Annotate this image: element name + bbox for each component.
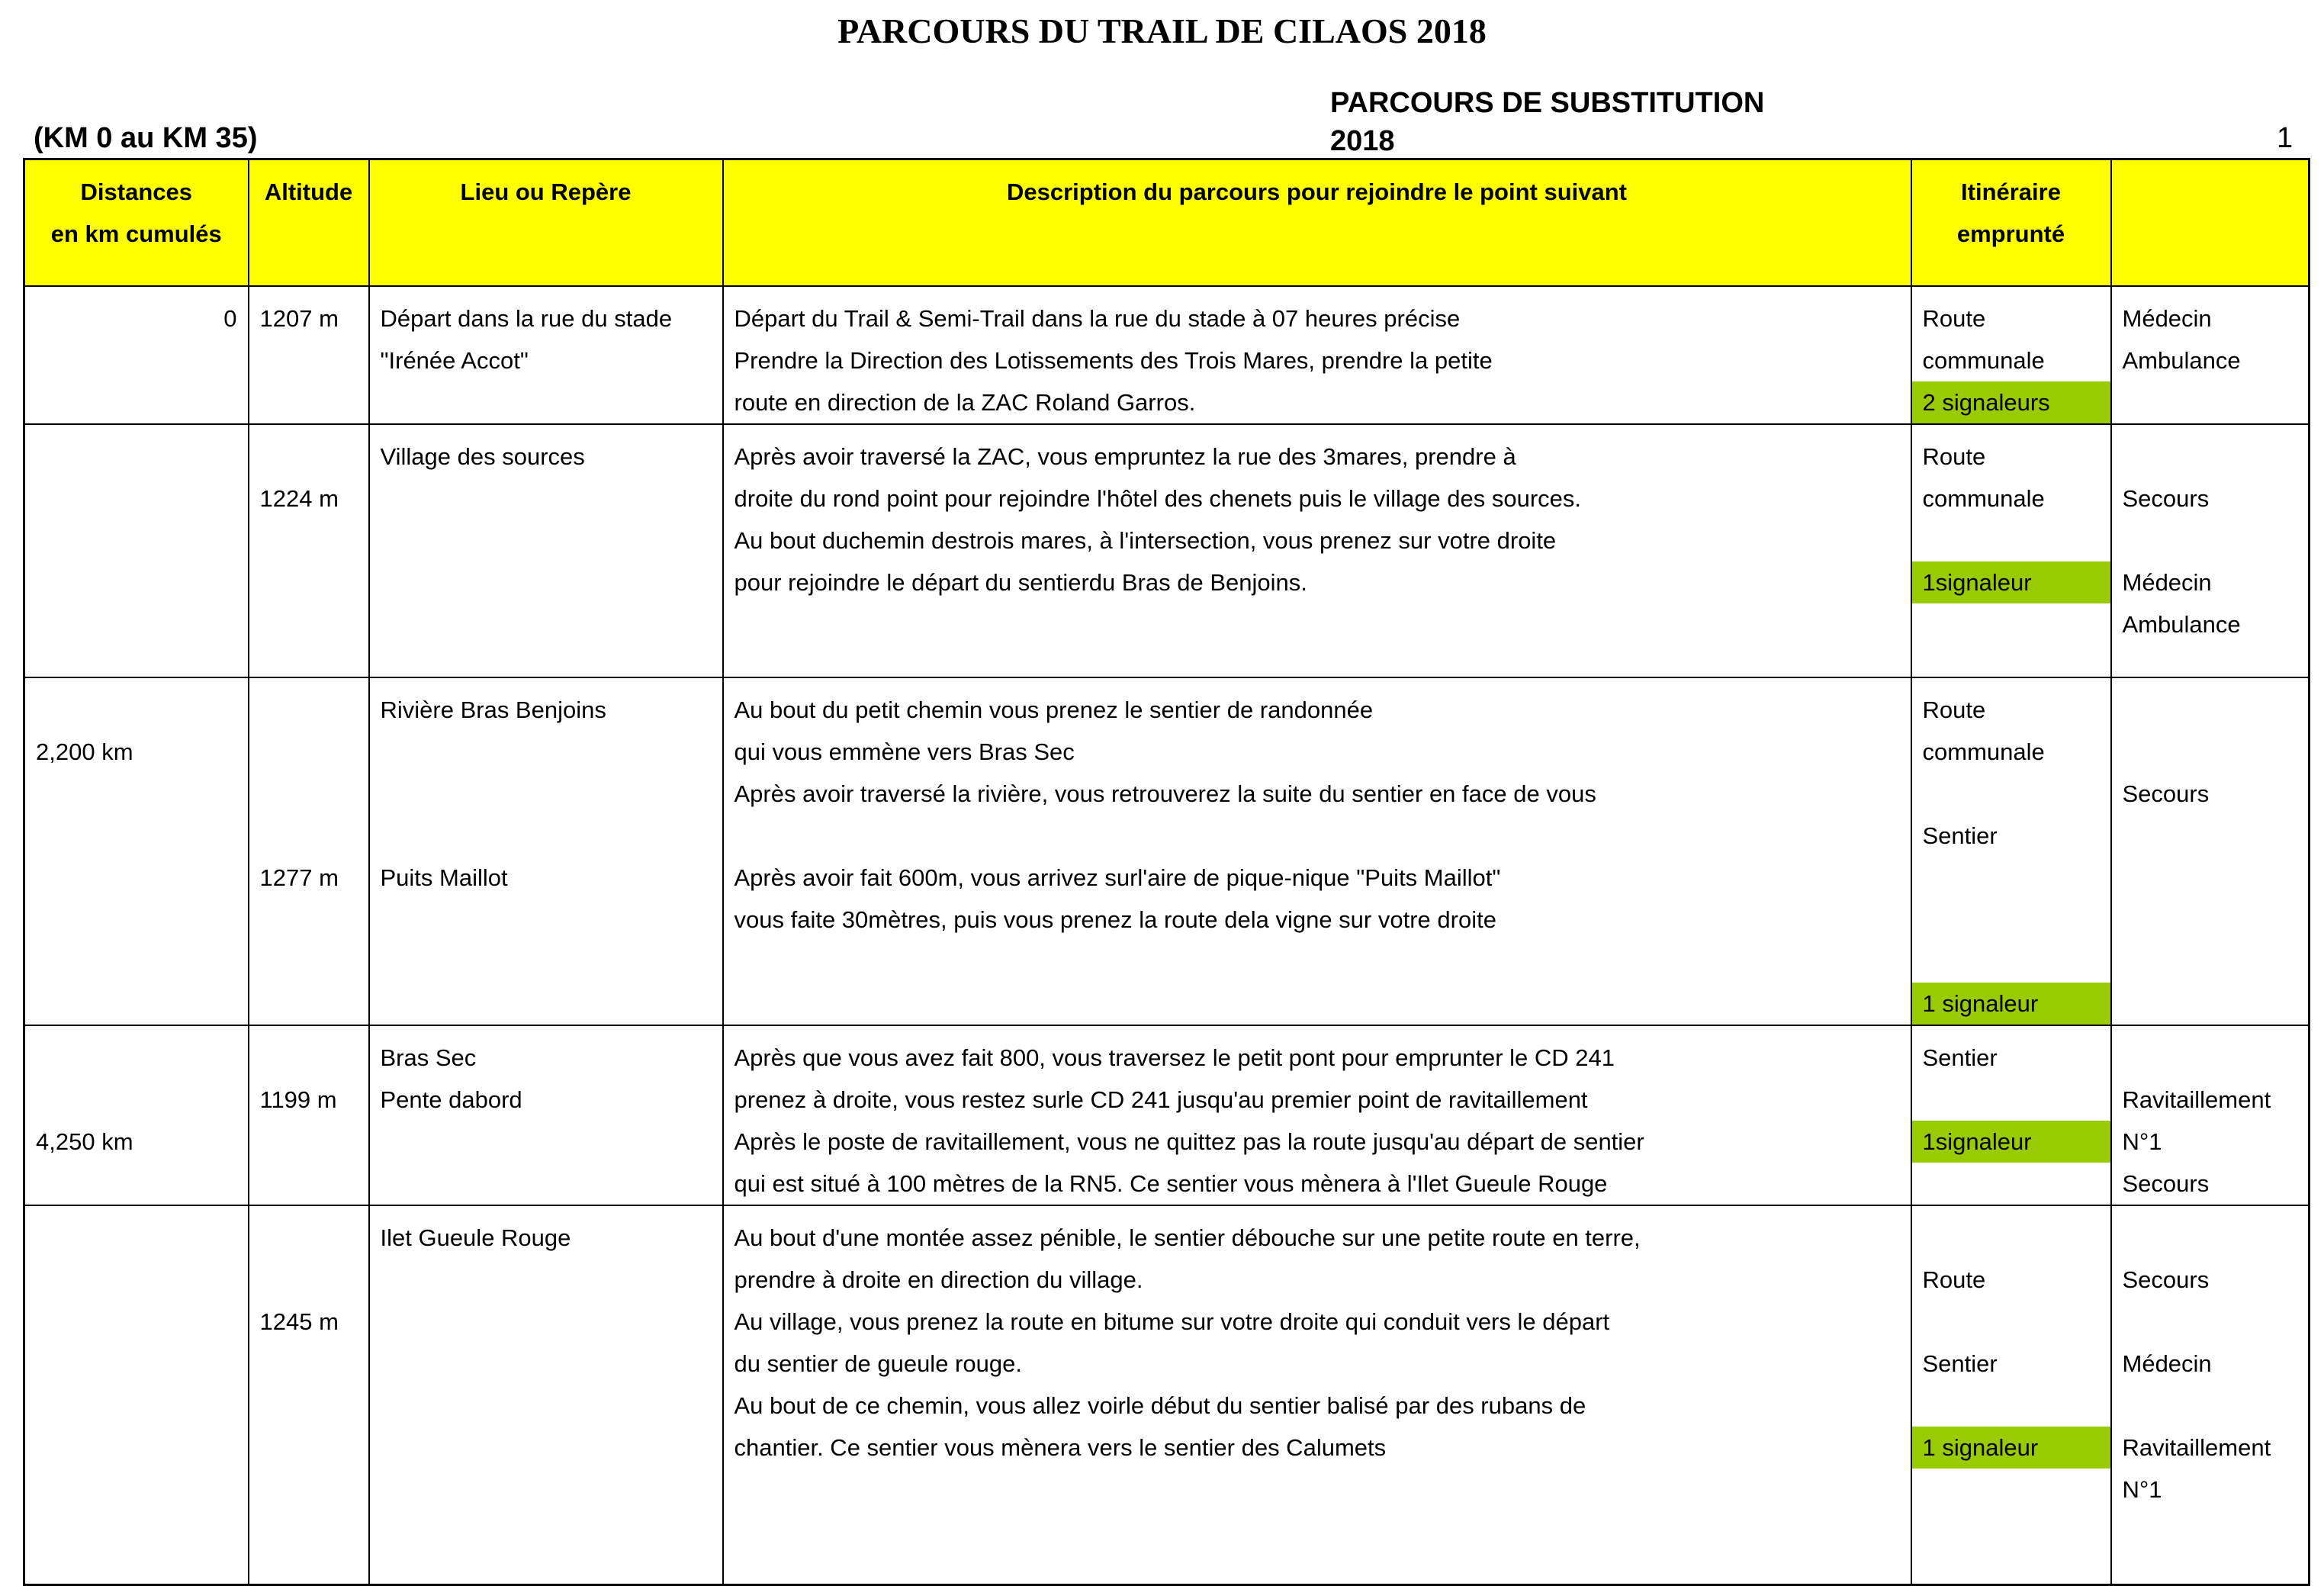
cell-line xyxy=(25,1163,248,1205)
column-header-line: Itinéraire xyxy=(1961,179,2061,205)
cell-line: Secours xyxy=(2122,1169,2210,1197)
cell-lieu xyxy=(369,1025,723,1205)
cell-line xyxy=(25,983,248,1025)
cell-line xyxy=(724,1469,1911,1510)
table-row xyxy=(24,424,2310,677)
cell-line xyxy=(249,520,368,561)
cell-description xyxy=(723,677,1911,1025)
cell-line: prendre à droite en direction du village. xyxy=(734,1266,1143,1293)
cell-line xyxy=(249,983,368,1025)
table-row xyxy=(24,286,2310,424)
cell-line: 0 xyxy=(223,304,237,332)
cell-line: Prendre la Direction des Lotissements des Trois Mares, prendre la petite xyxy=(734,346,1493,374)
cell-line xyxy=(2112,815,2309,857)
cell-line xyxy=(25,1217,248,1259)
cell-line xyxy=(1912,773,2110,815)
cell-lieu xyxy=(369,1205,723,1585)
cell-distance xyxy=(24,1025,249,1205)
cell-line xyxy=(249,1343,368,1385)
column-header-line: emprunté xyxy=(1956,220,2065,247)
cell-distance xyxy=(24,286,249,424)
cell-line: Ilet Gueule Rouge xyxy=(380,1224,571,1251)
cell-distance xyxy=(24,1205,249,1585)
substitution-heading xyxy=(1330,84,1764,160)
cell-line xyxy=(2112,381,2309,423)
cell-line xyxy=(249,603,368,645)
cell-line: Bras Sec xyxy=(380,1044,477,1071)
cell-line: Après le poste de ravitaillement, vous ne quittez pas la route jusqu'au départ de sentier xyxy=(734,1128,1644,1155)
cell-line xyxy=(25,381,248,423)
cell-line: 1245 m xyxy=(259,1308,339,1335)
cell-line xyxy=(370,899,722,941)
cell-description xyxy=(723,1205,1911,1585)
cell-line: Secours xyxy=(2122,1266,2210,1293)
cell-line: 1199 m xyxy=(259,1086,337,1113)
cell-itineraire xyxy=(1911,677,2111,1025)
cell-line: Au village, vous prenez la route en bitume sur votre droite qui conduit vers le départ xyxy=(734,1308,1610,1335)
cell-line: Sentier xyxy=(1922,1044,1998,1071)
cell-line: du sentier de gueule rouge. xyxy=(734,1350,1022,1377)
cell-line xyxy=(25,339,248,381)
table-body xyxy=(24,286,2310,1585)
cell-line xyxy=(25,520,248,561)
cell-line: Après avoir traversé la rivière, vous retrouverez la suite du sentier en face de vous xyxy=(734,780,1596,807)
table-header-row xyxy=(24,159,2310,286)
cell-line xyxy=(370,1163,722,1205)
cell-line: Au bout du petit chemin vous prenez le sentier de randonnée xyxy=(734,696,1374,723)
cell-line: vous faite 30mètres, puis vous prenez la route dela vigne sur votre droite xyxy=(734,906,1496,933)
course-table xyxy=(23,158,2310,1586)
column-header-line: en km cumulés xyxy=(50,220,222,247)
cell-line xyxy=(370,1510,722,1552)
cell-line xyxy=(25,1259,248,1301)
cell-line: Au bout de ce chemin, vous allez voirle début du sentier balisé par des rubans de xyxy=(734,1391,1586,1419)
cell-services xyxy=(2111,286,2310,424)
cell-line xyxy=(1912,1301,2110,1343)
cell-distance xyxy=(24,677,249,1025)
cell-line xyxy=(370,1427,722,1469)
signaleur-badge: 1 signaleur xyxy=(1912,983,2110,1025)
cell-line xyxy=(25,899,248,941)
cell-line: Ravitaillement xyxy=(2122,1433,2271,1461)
substitution-line-2: 2018 xyxy=(1330,125,1395,157)
cell-line xyxy=(249,1510,368,1552)
cell-line: 1207 m xyxy=(259,304,339,332)
cell-line: Après avoir traversé la ZAC, vous empruntez la rue des 3mares, prendre à xyxy=(734,442,1516,470)
cell-description xyxy=(723,1025,1911,1205)
cell-services xyxy=(2111,424,2310,677)
cell-description xyxy=(723,424,1911,677)
cell-line xyxy=(25,689,248,731)
cell-lieu xyxy=(369,424,723,677)
cell-line: Sentier xyxy=(1922,1350,1998,1377)
cell-line xyxy=(370,941,722,983)
substitution-line-1: PARCOURS DE SUBSTITUTION xyxy=(1330,87,1765,119)
cell-line xyxy=(25,1385,248,1427)
cell-line xyxy=(724,603,1911,645)
cell-line: Pente dabord xyxy=(380,1086,522,1113)
cell-line xyxy=(370,983,722,1025)
cell-lieu xyxy=(369,677,723,1025)
cell-line xyxy=(25,857,248,899)
document-title: PARCOURS DU TRAIL DE CILAOS 2018 xyxy=(837,11,1487,50)
cell-line xyxy=(25,1510,248,1552)
cell-line xyxy=(25,773,248,815)
cell-line: 2,200 km xyxy=(36,738,133,765)
cell-line: Au bout d'une montée assez pénible, le sentier débouche sur une petite route en terre, xyxy=(734,1224,1641,1251)
cell-itineraire xyxy=(1911,286,2111,424)
column-header-distances xyxy=(24,159,249,286)
cell-altitude xyxy=(249,1025,369,1205)
cell-line xyxy=(249,339,368,381)
column-header-altitude xyxy=(249,159,369,286)
cell-line: Sentier xyxy=(1922,822,1998,849)
cell-line xyxy=(249,381,368,423)
cell-line: Puits Maillot xyxy=(380,864,508,891)
cell-line: qui vous emmène vers Bras Sec xyxy=(734,738,1075,765)
cell-line: 1224 m xyxy=(259,484,339,512)
cell-itineraire xyxy=(1911,424,2111,677)
cell-services xyxy=(2111,1205,2310,1585)
cell-description xyxy=(723,286,1911,424)
cell-line xyxy=(249,561,368,603)
table-row xyxy=(24,1205,2310,1585)
cell-line: Médecin xyxy=(2122,1350,2212,1377)
cell-line xyxy=(1912,1079,2110,1121)
cell-line xyxy=(249,436,368,478)
cell-line xyxy=(1912,941,2110,983)
cell-lieu xyxy=(369,286,723,424)
cell-services xyxy=(2111,677,2310,1025)
cell-line xyxy=(370,1121,722,1163)
cell-line xyxy=(2112,941,2309,983)
cell-line: Secours xyxy=(2122,780,2210,807)
cell-line xyxy=(370,815,722,857)
cell-line xyxy=(2112,899,2309,941)
cell-line xyxy=(2112,1217,2309,1259)
cell-line: pour rejoindre le départ du sentierdu Bras de Benjoins. xyxy=(734,568,1307,596)
cell-line xyxy=(724,941,1911,983)
cell-line xyxy=(249,1427,368,1469)
cell-line xyxy=(249,689,368,731)
cell-line xyxy=(25,603,248,645)
cell-line xyxy=(1912,1469,2110,1510)
cell-line xyxy=(370,520,722,561)
cell-line: droite du rond point pour rejoindre l'hôtel des chenets puis le village des sources. xyxy=(734,484,1582,512)
cell-altitude xyxy=(249,286,369,424)
cell-line: Ambulance xyxy=(2122,346,2241,374)
cell-line: Médecin xyxy=(2122,568,2212,596)
cell-itineraire xyxy=(1911,1205,2111,1585)
cell-line xyxy=(249,773,368,815)
cell-line: Route xyxy=(1922,1266,1986,1293)
cell-line xyxy=(370,731,722,773)
cell-line xyxy=(249,731,368,773)
column-header-description xyxy=(723,159,1911,286)
cell-altitude xyxy=(249,677,369,1025)
cell-line xyxy=(370,381,722,423)
cell-line: communale xyxy=(1922,484,2045,512)
cell-line xyxy=(249,1385,368,1427)
cell-line xyxy=(249,1259,368,1301)
range-label: (KM 0 au KM 35) xyxy=(34,122,258,154)
cell-line xyxy=(25,1469,248,1510)
cell-line xyxy=(2112,436,2309,478)
column-header-lieu xyxy=(369,159,723,286)
cell-line xyxy=(370,1385,722,1427)
cell-line: communale xyxy=(1922,738,2045,765)
cell-line: 1277 m xyxy=(259,864,339,891)
cell-line xyxy=(2112,689,2309,731)
cell-line xyxy=(370,561,722,603)
signaleur-badge: 2 signaleurs xyxy=(1912,381,2110,423)
cell-line xyxy=(249,899,368,941)
cell-line xyxy=(370,773,722,815)
column-header-line: Lieu ou Repère xyxy=(460,179,632,205)
cell-line xyxy=(2112,1301,2309,1343)
cell-line xyxy=(2112,1510,2309,1552)
cell-line xyxy=(1912,1217,2110,1259)
cell-line xyxy=(370,1301,722,1343)
cell-line xyxy=(2112,983,2309,1025)
cell-line xyxy=(370,603,722,645)
cell-line xyxy=(1912,899,2110,941)
cell-line xyxy=(25,815,248,857)
column-header-line: Description du parcours pour rejoindre le point suivant xyxy=(1007,179,1627,205)
cell-line xyxy=(370,1343,722,1385)
cell-line xyxy=(724,815,1911,857)
cell-line xyxy=(25,1427,248,1469)
cell-line: Ravitaillement xyxy=(2122,1086,2271,1113)
cell-line xyxy=(25,1037,248,1079)
cell-line: Après que vous avez fait 800, vous traversez le petit pont pour emprunter le CD 241 xyxy=(734,1044,1615,1071)
cell-line: chantier. Ce sentier vous mènera vers le sentier des Calumets xyxy=(734,1433,1387,1461)
cell-line xyxy=(249,1217,368,1259)
cell-line: 4,250 km xyxy=(36,1128,133,1155)
cell-line xyxy=(25,478,248,520)
cell-line: Ambulance xyxy=(2122,610,2241,638)
page-number: 1 xyxy=(2277,122,2293,154)
cell-line: Route xyxy=(1922,304,1986,332)
cell-line: communale xyxy=(1922,346,2045,374)
cell-line xyxy=(25,1343,248,1385)
cell-line xyxy=(2112,731,2309,773)
signaleur-badge: 1signaleur xyxy=(1912,561,2110,603)
cell-line: route en direction de la ZAC Roland Garros. xyxy=(734,388,1196,416)
cell-line: qui est situé à 100 mètres de la RN5. Ce sentier vous mènera à l'Ilet Gueule Rouge xyxy=(734,1169,1608,1197)
cell-line: Départ du Trail & Semi-Trail dans la rue du stade à 07 heures précise xyxy=(734,304,1461,332)
cell-line xyxy=(2112,1385,2309,1427)
cell-line xyxy=(249,941,368,983)
cell-line xyxy=(25,1301,248,1343)
cell-line: "Irénée Accot" xyxy=(380,346,529,374)
signaleur-badge: 1 signaleur xyxy=(1912,1427,2110,1469)
cell-line xyxy=(2112,1037,2309,1079)
cell-distance xyxy=(24,424,249,677)
column-header-line: Distances xyxy=(80,179,192,205)
cell-services xyxy=(2111,1025,2310,1205)
cell-line xyxy=(249,1037,368,1079)
cell-line: N°1 xyxy=(2122,1475,2162,1503)
cell-altitude xyxy=(249,1205,369,1585)
cell-line xyxy=(1912,1385,2110,1427)
cell-line xyxy=(370,1469,722,1510)
cell-line xyxy=(25,561,248,603)
signaleur-badge: 1signaleur xyxy=(1912,1121,2110,1163)
cell-line: prenez à droite, vous restez surle CD 241 jusqu'au premier point de ravitaillement xyxy=(734,1086,1588,1113)
cell-line xyxy=(724,983,1911,1025)
cell-line: Médecin xyxy=(2122,304,2212,332)
cell-line: Secours xyxy=(2122,484,2210,512)
cell-line xyxy=(25,1079,248,1121)
cell-line xyxy=(1912,520,2110,561)
cell-line: N°1 xyxy=(2122,1128,2162,1155)
cell-line xyxy=(2112,520,2309,561)
cell-line: Village des sources xyxy=(380,442,585,470)
cell-altitude xyxy=(249,424,369,677)
cell-line xyxy=(25,941,248,983)
cell-line: Après avoir fait 600m, vous arrivez surl'aire de pique-nique "Puits Maillot" xyxy=(734,864,1501,891)
column-header-line: Altitude xyxy=(264,179,353,205)
cell-line xyxy=(249,815,368,857)
column-header-itineraire xyxy=(1911,159,2111,286)
cell-line xyxy=(25,436,248,478)
cell-line: Au bout duchemin destrois mares, à l'intersection, vous prenez sur votre droite xyxy=(734,526,1557,554)
column-header-line xyxy=(2112,171,2309,213)
cell-line: Route xyxy=(1922,696,1986,723)
cell-line xyxy=(724,1510,1911,1552)
cell-itineraire xyxy=(1911,1025,2111,1205)
table-row xyxy=(24,1025,2310,1205)
cell-line xyxy=(1912,857,2110,899)
cell-line xyxy=(2112,857,2309,899)
cell-line: Rivière Bras Benjoins xyxy=(380,696,606,723)
table-row xyxy=(24,677,2310,1025)
cell-line: Route xyxy=(1922,442,1986,470)
cell-line xyxy=(370,478,722,520)
cell-line: Départ dans la rue du stade xyxy=(380,304,673,332)
cell-line xyxy=(370,1259,722,1301)
cell-line xyxy=(249,1121,368,1163)
cell-line xyxy=(249,1469,368,1510)
cell-line xyxy=(249,1163,368,1205)
column-header-services xyxy=(2111,159,2310,286)
